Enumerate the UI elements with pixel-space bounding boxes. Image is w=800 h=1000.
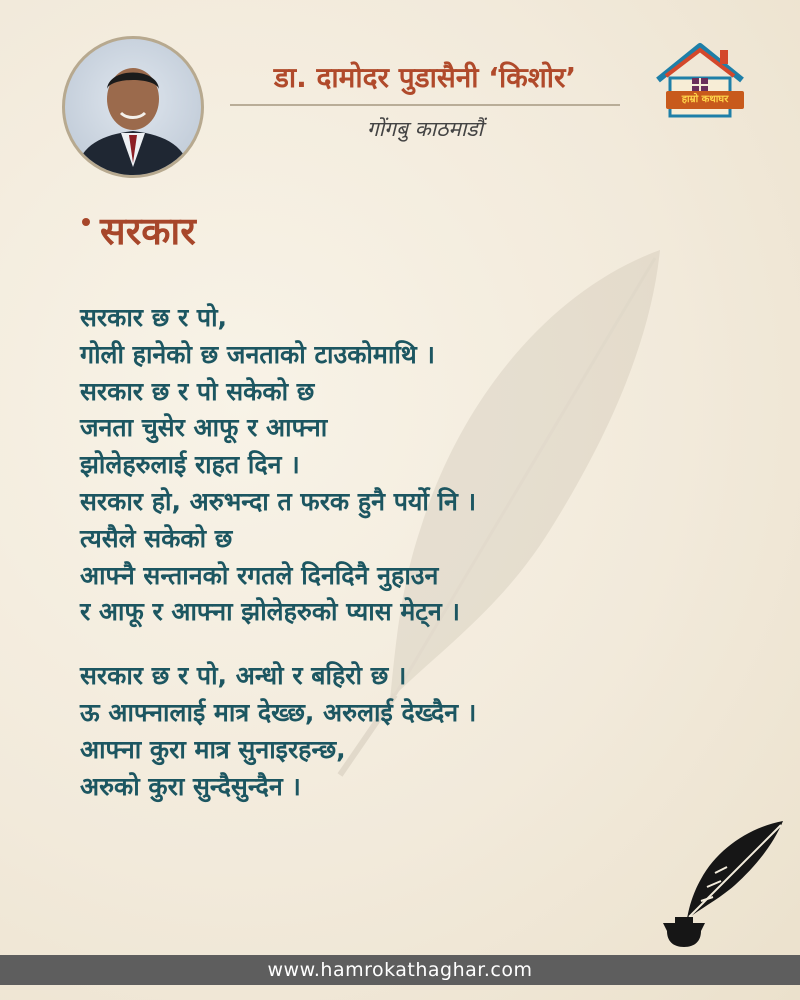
poem-title: सरकार (100, 209, 196, 253)
poem-line: आफ्ना कुरा मात्र सुनाइरहन्छ, (80, 734, 346, 764)
poem-line: गोली हानेको छ जनताको टाउकोमाथि । (80, 339, 435, 369)
poem-line: त्यसैले सकेको छ (80, 523, 233, 553)
poem-body (80, 300, 700, 832)
poem-line: र आफू र आफ्ना झोलेहरुको प्यास मेट्न । (80, 597, 460, 627)
header-divider (230, 104, 620, 106)
poem-line: अरुको कुरा सुन्दैसुन्दैन । (80, 771, 301, 801)
poem-line: आफ्नै सन्तानको रगतले दिनदिनै नुहाउन (80, 560, 439, 590)
poem-line: ऊ आफ्नालाई मात्र देख्छ, अरुलाई देख्दैन । (80, 697, 477, 727)
poem-line: झोलेहरुलाई राहत दिन । (80, 450, 300, 480)
logo-text: हाम्रो कथाघर (666, 91, 744, 109)
author-avatar (62, 36, 204, 178)
stanza-2 (80, 658, 700, 805)
poem-line: जनता चुसेर आफू र आफ्ना (80, 413, 328, 443)
quill-inkpot-icon (655, 815, 790, 950)
stanza-1 (80, 300, 700, 631)
poem-line: सरकार छ र पो सकेको छ (80, 376, 315, 406)
poem-line: सरकार हो, अरुभन्दा त फरक हुनै पर्यो नि । (80, 486, 477, 516)
author-name: डा. दामोदर पुडासैनी ‘किशोर’ (273, 61, 577, 94)
site-url-footer[interactable]: www.hamrokathaghar.com (0, 955, 800, 985)
author-place: गोंगबु काठमाडौं (366, 117, 484, 141)
poem-line: सरकार छ र पो, (80, 303, 228, 332)
poem-line: सरकार छ र पो, अन्धो र बहिरो छ । (80, 661, 407, 691)
